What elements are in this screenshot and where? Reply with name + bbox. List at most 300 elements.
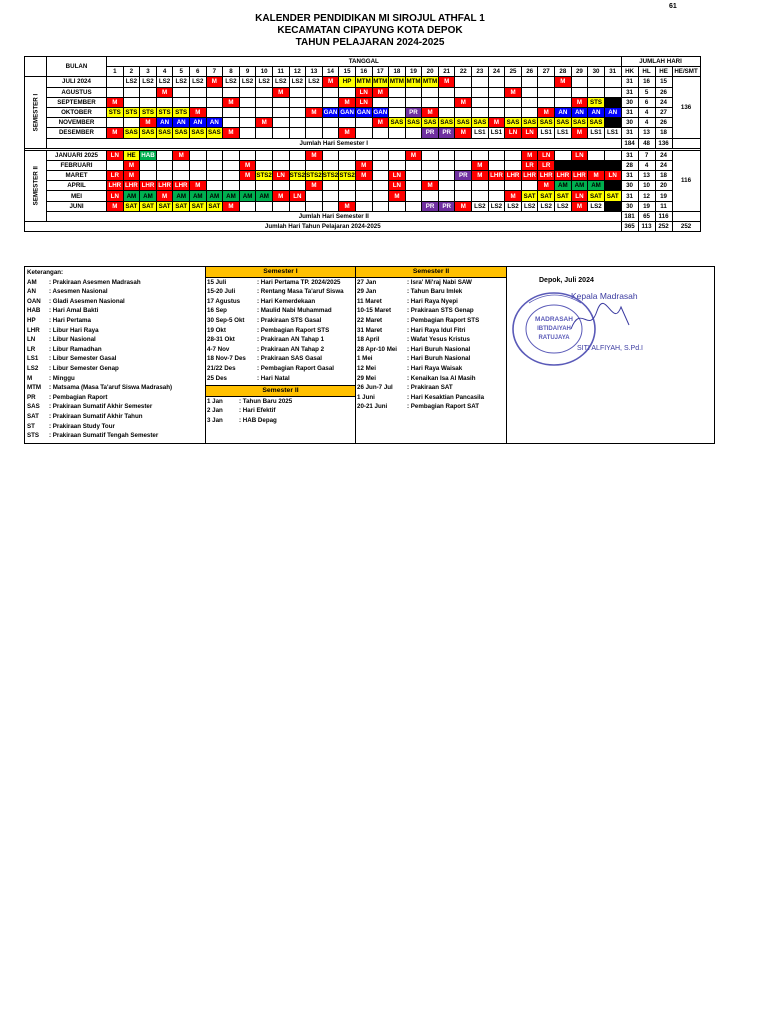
month-row: [25, 87, 701, 97]
day-code-cell: AN: [555, 107, 572, 117]
day-code-cell: M: [239, 160, 256, 170]
day-code-cell: STS: [588, 97, 605, 107]
blank-day-cell: [604, 97, 621, 107]
semester2-events: [356, 267, 506, 443]
day-code-cell: M: [538, 181, 555, 191]
day-code-cell: M: [555, 77, 572, 87]
legend-item-desc: : Libur Semester Gasal: [49, 355, 117, 363]
year-total-row: [25, 222, 701, 232]
document-title: [0, 13, 740, 49]
sem2-event: [357, 374, 506, 384]
he-value: 27: [655, 107, 672, 117]
hk-value: 31: [621, 107, 638, 117]
day-code-cell: M: [521, 150, 538, 160]
day-cell: [339, 160, 356, 170]
blank-day-cell: [604, 160, 621, 170]
day-cell: [588, 87, 605, 97]
sem1-event-key: 16 Sep: [207, 307, 227, 315]
day-code-cell: LN: [355, 97, 372, 107]
day-cell: [422, 87, 439, 97]
day-cell: [438, 87, 455, 97]
sem2-event: [357, 287, 506, 297]
day-cell: [206, 97, 223, 107]
day-cell: [472, 107, 489, 117]
day-code-cell: LN: [604, 171, 621, 181]
day-cell: [521, 181, 538, 191]
total-he: 136: [655, 138, 672, 148]
legend-item: [27, 393, 205, 403]
day-code-cell: M: [389, 191, 406, 201]
sem1-event-desc: : Pembagian Raport Gasal: [257, 364, 335, 372]
day-number: 6: [189, 67, 206, 77]
blank-day-cell: [604, 181, 621, 191]
day-cell: [289, 201, 306, 211]
day-cell: [189, 171, 206, 181]
he-value: 18: [655, 128, 672, 138]
day-cell: [488, 160, 505, 170]
day-code-cell: M: [455, 201, 472, 211]
sem1-event: [207, 306, 355, 316]
day-code-cell: SAS: [440, 119, 454, 127]
day-cell: [438, 160, 455, 170]
total-hl: 48: [638, 138, 655, 148]
day-cell: [488, 107, 505, 117]
keterangan-column: [27, 268, 205, 443]
day-cell: [488, 150, 505, 160]
day-cell: [256, 160, 273, 170]
sem2-event-key: 18 April: [357, 336, 380, 344]
month-row: [25, 191, 701, 201]
legend-item-desc: : Asesmen Nasional: [49, 288, 108, 296]
day-code-cell: LN: [107, 191, 124, 201]
day-cell: [455, 87, 472, 97]
day-code-cell: LS2: [123, 77, 140, 87]
sem2-event: [357, 383, 506, 393]
day-cell: [173, 87, 190, 97]
semester-label: SEMESTER II: [25, 150, 47, 221]
empty-cell: [672, 138, 700, 148]
legend-item: [27, 297, 205, 307]
day-cell: [488, 191, 505, 201]
sem1-event-desc: : Prakiraan STS Gasal: [257, 316, 322, 324]
hk-value: 30: [621, 97, 638, 107]
day-code-cell: AM: [571, 181, 588, 191]
month-row: [25, 171, 701, 181]
day-code-cell: MTM: [423, 78, 438, 86]
legend-item: [27, 402, 205, 412]
legend-item: [27, 326, 205, 336]
day-number: 14: [322, 67, 339, 77]
day-code-cell: HP: [339, 77, 356, 87]
day-code-cell: LS2: [239, 77, 256, 87]
month-name: APRIL: [47, 181, 107, 191]
he-value: 26: [655, 87, 672, 97]
day-code-cell: SAT: [538, 191, 555, 201]
hl-value: 10: [638, 181, 655, 191]
legend-item-desc: : Prakiraan Sumatif Akhir Tahun: [49, 412, 143, 420]
day-code-cell: LS2: [505, 201, 522, 211]
sem2-event: [357, 278, 506, 288]
day-cell: [472, 77, 489, 87]
day-cell: [339, 150, 356, 160]
day-code-cell: STS2: [322, 172, 339, 180]
day-cell: [289, 160, 306, 170]
day-code-cell: AM: [256, 191, 273, 201]
month-name: OKTOBER: [47, 107, 107, 117]
he-value: 24: [655, 160, 672, 170]
day-code-cell: SAS: [191, 129, 205, 137]
hl-value: 4: [638, 107, 655, 117]
day-code-cell: LN: [355, 87, 372, 97]
day-cell: [571, 77, 588, 87]
day-cell: [322, 181, 339, 191]
day-cell: [140, 160, 157, 170]
day-cell: [372, 150, 389, 160]
day-code-cell: M: [571, 97, 588, 107]
header-row-1: [25, 57, 701, 67]
day-cell: [223, 160, 240, 170]
day-cell: [604, 150, 621, 160]
day-code-cell: GAN: [373, 109, 388, 117]
day-code-cell: MTM: [356, 78, 371, 86]
sem1-event-key: 21/22 Des: [207, 364, 236, 372]
sem1-event-key: 15-20 Juli: [207, 288, 236, 296]
day-code-cell: M: [455, 97, 472, 107]
hk-value: 30: [621, 118, 638, 128]
day-number: 25: [505, 67, 522, 77]
sem1-event-desc: : Pembagian Raport STS: [257, 326, 330, 334]
sem2-event-key: 12 Mei: [357, 364, 376, 372]
sem2-left-event: [207, 416, 355, 426]
day-cell: [422, 97, 439, 107]
corner-cell: [25, 57, 47, 77]
sem1-event: [207, 297, 355, 307]
day-cell: [538, 77, 555, 87]
day-code-cell: LS2: [538, 201, 555, 211]
sem2-event-key: 11 Maret: [357, 297, 382, 305]
sem1-event-key: 30 Sep-5 Okt: [207, 316, 245, 324]
day-cell: [355, 150, 372, 160]
day-cell: [339, 87, 356, 97]
day-code-cell: LS2: [256, 77, 273, 87]
day-cell: [289, 97, 306, 107]
sem1-event: [207, 364, 355, 374]
day-cell: [372, 171, 389, 181]
day-cell: [289, 128, 306, 138]
legend-item-key: MTM: [27, 384, 42, 392]
day-code-cell: SAS: [506, 119, 520, 127]
day-code-cell: M: [156, 87, 173, 97]
sem2-event-desc: : Kenaikan Isa Al Masih: [407, 374, 476, 382]
day-code-cell: M: [355, 171, 372, 181]
day-code-cell: LS1: [538, 128, 555, 138]
day-cell: [272, 150, 289, 160]
day-code-cell: M: [256, 118, 273, 128]
day-code-cell: LHR: [506, 172, 520, 180]
calendar-table: [24, 56, 701, 232]
day-cell: [389, 107, 406, 117]
day-code-cell: PR: [422, 201, 439, 211]
day-code-cell: M: [339, 201, 356, 211]
day-code-cell: GAN: [340, 109, 354, 117]
day-code-cell: M: [422, 181, 439, 191]
day-cell: [156, 150, 173, 160]
day-code-cell: SAS: [141, 129, 155, 137]
day-cell: [455, 181, 472, 191]
day-cell: [223, 171, 240, 181]
day-cell: [588, 77, 605, 87]
day-cell: [107, 118, 124, 128]
day-code-cell: M: [272, 87, 289, 97]
sem1-event-desc: : Maulid Nabi Muhammad: [257, 307, 332, 315]
hl-value: 5: [638, 87, 655, 97]
day-code-cell: M: [472, 171, 489, 181]
sem1-event: [207, 354, 355, 364]
legend-item: [27, 431, 205, 441]
hk-value: 31: [621, 128, 638, 138]
day-code-cell: PR: [422, 128, 439, 138]
month-name: MEI: [47, 191, 107, 201]
day-code-cell: M: [488, 118, 505, 128]
day-cell: [306, 97, 323, 107]
day-number: 18: [389, 67, 406, 77]
day-number: 31: [604, 67, 621, 77]
day-code-cell: M: [372, 87, 389, 97]
day-code-cell: STS: [107, 107, 124, 117]
legend-item: [27, 422, 205, 432]
day-code-cell: SAS: [473, 119, 487, 127]
month-name: JANUARI 2025: [47, 150, 107, 160]
day-cell: [505, 181, 522, 191]
hk-value: 31: [621, 77, 638, 87]
sem2-event-desc: : Hari Buruh Nasional: [407, 345, 471, 353]
sem2-event-key: 27 Jan: [357, 278, 377, 286]
day-code-cell: STS: [156, 107, 173, 117]
day-code-cell: SAS: [589, 119, 603, 127]
day-code-cell: LR: [538, 160, 555, 170]
sem2-event-desc: : Wafat Yesus Kristus: [407, 336, 470, 344]
semester-label: SEMESTER I: [25, 77, 47, 148]
sem1-event: [207, 374, 355, 384]
day-cell: [239, 201, 256, 211]
day-cell: [239, 150, 256, 160]
day-code-cell: LS2: [488, 201, 505, 211]
day-code-cell: SAT: [588, 191, 605, 201]
day-code-cell: LS1: [588, 128, 605, 138]
day-cell: [505, 97, 522, 107]
day-cell: [206, 181, 223, 191]
day-cell: [438, 181, 455, 191]
month-name: AGUSTUS: [47, 87, 107, 97]
semester-total-label: Jumlah Hari Semester I: [47, 138, 622, 148]
day-code-cell: PR: [455, 171, 472, 181]
day-code-cell: M: [588, 171, 605, 181]
hl-value: 16: [638, 77, 655, 87]
day-code-cell: SAT: [173, 201, 190, 211]
he-value: 24: [655, 97, 672, 107]
he-value: 19: [655, 191, 672, 201]
day-cell: [438, 107, 455, 117]
sem2-event: [357, 354, 506, 364]
year-total-label: Jumlah Hari Tahun Pelajaran 2024-2025: [25, 222, 622, 232]
day-cell: [256, 128, 273, 138]
month-row: [25, 128, 701, 138]
sem2-left-event-key: 3 Jan: [207, 416, 223, 424]
sem1-event-desc: : Hari Pertama TP. 2024/2025: [257, 278, 341, 286]
day-code-cell: AM: [189, 191, 206, 201]
day-code-cell: AM: [140, 191, 157, 201]
day-cell: [306, 160, 323, 170]
sign-place-date: Depok, Juli 2024: [539, 277, 594, 284]
day-cell: [223, 118, 240, 128]
sem2-event: [357, 306, 506, 316]
day-cell: [156, 171, 173, 181]
day-number: 5: [173, 67, 190, 77]
day-cell: [521, 77, 538, 87]
sem2-event-key: 22 Maret: [357, 316, 383, 324]
sem2-event: [357, 297, 506, 307]
month-name: SEPTEMBER: [47, 97, 107, 107]
day-cell: [322, 87, 339, 97]
day-cell: [189, 97, 206, 107]
day-cell: [206, 150, 223, 160]
day-cell: [488, 77, 505, 87]
day-cell: [223, 181, 240, 191]
day-cell: [355, 128, 372, 138]
hk-header: HK: [621, 67, 638, 77]
legend-item-desc: : Libur Nasional: [49, 336, 96, 344]
day-cell: [438, 171, 455, 181]
day-cell: [355, 201, 372, 211]
title-line-3: TAHUN PELAJARAN 2024-2025: [295, 37, 445, 48]
legend-item-key: AM: [27, 278, 37, 286]
day-cell: [555, 97, 572, 107]
sign-name: SITI ALFIYAH, S.Pd.I: [577, 345, 644, 352]
sem2-event-desc: : Hari Kesaktian Pancasila: [407, 393, 485, 401]
day-code-cell: LHR: [141, 182, 155, 190]
day-code-cell: LHR: [523, 172, 536, 180]
day-code-cell: LHR: [108, 182, 122, 190]
day-number: 13: [306, 67, 323, 77]
day-cell: [239, 181, 256, 191]
legend-item: [27, 287, 205, 297]
day-code-cell: LS1: [555, 128, 572, 138]
day-number: 8: [223, 67, 240, 77]
day-code-cell: M: [405, 150, 422, 160]
bulan-header: BULAN: [47, 57, 107, 77]
day-cell: [422, 191, 439, 201]
legend-item-desc: : Prakiraan Sumatif Tengah Semester: [49, 432, 159, 440]
legend-item: [27, 354, 205, 364]
sem1-event-key: 17 Agustus: [207, 297, 241, 305]
day-cell: [355, 181, 372, 191]
day-code-cell: M: [189, 107, 206, 117]
semester1-heading: Semester I: [206, 267, 355, 278]
day-code-cell: AM: [239, 191, 256, 201]
sem1-event-desc: : Rentang Masa Ta'aruf Siswa: [257, 288, 344, 296]
day-number: 30: [588, 67, 605, 77]
day-number: 3: [140, 67, 157, 77]
day-cell: [472, 191, 489, 201]
day-cell: [189, 150, 206, 160]
day-code-cell: M: [140, 118, 157, 128]
day-code-cell: M: [123, 160, 140, 170]
sem2-event: [357, 345, 506, 355]
day-code-cell: HAB: [141, 151, 155, 159]
legend-item-key: LR: [27, 345, 36, 353]
hl-value: 19: [638, 201, 655, 211]
day-cell: [339, 191, 356, 201]
day-code-cell: STS: [123, 107, 140, 117]
day-code-cell: M: [107, 128, 124, 138]
day-cell: [472, 97, 489, 107]
legend-item-desc: : Prakiraan Sumatif Akhir Semester: [49, 403, 153, 411]
day-cell: [372, 201, 389, 211]
day-code-cell: M: [339, 97, 356, 107]
day-cell: [206, 160, 223, 170]
day-cell: [256, 87, 273, 97]
day-cell: [140, 97, 157, 107]
sem2-event-desc: : Pembagian Raport SAT: [407, 403, 480, 411]
day-cell: [438, 191, 455, 201]
legend-item-desc: : Matsama (Masa Ta'aruf Siswa Madrasah): [49, 384, 173, 392]
legend-item: [27, 345, 205, 355]
month-row: [25, 77, 701, 87]
day-cell: [123, 97, 140, 107]
semester2-heading-left: Semester II: [206, 385, 355, 397]
day-code-cell: M: [123, 171, 140, 181]
day-code-cell: M: [239, 171, 256, 181]
day-code-cell: STS: [140, 107, 157, 117]
month-row: [25, 160, 701, 170]
day-code-cell: LS1: [604, 128, 621, 138]
hk-value: 31: [621, 150, 638, 160]
day-code-cell: AN: [189, 118, 206, 128]
signature-block: [507, 267, 714, 443]
day-cell: [306, 128, 323, 138]
day-code-cell: SAT: [206, 201, 223, 211]
sem2-event-key: 10-15 Maret: [357, 307, 392, 315]
day-cell: [505, 150, 522, 160]
sem2-event-desc: : Prakiraan STS Genap: [407, 307, 474, 315]
sem1-event: [207, 326, 355, 336]
day-cell: [289, 118, 306, 128]
day-cell: [372, 97, 389, 107]
legend-item: [27, 364, 205, 374]
semester-total-row: [25, 138, 701, 148]
month-name: MARET: [47, 171, 107, 181]
day-cell: [405, 181, 422, 191]
month-row: [25, 107, 701, 117]
sem1-event-desc: : Hari Natal: [257, 374, 290, 382]
day-code-cell: SAS: [539, 119, 553, 127]
day-code-cell: LN: [571, 191, 588, 201]
signature-scribble: [567, 299, 637, 339]
day-code-cell: M: [306, 107, 323, 117]
day-cell: [405, 191, 422, 201]
legend-item: [27, 335, 205, 345]
sem2-event-key: 28 Apr-10 Mei: [357, 345, 398, 353]
sem1-event-key: 25 Des: [207, 374, 227, 382]
stamp-line-1: MADRASAH: [535, 316, 573, 323]
sem2-event-desc: : Hari Buruh Nasional: [407, 355, 471, 363]
month-row: [25, 181, 701, 191]
day-cell: [322, 191, 339, 201]
day-code-cell: SAS: [207, 129, 221, 137]
he-value: 15: [655, 77, 672, 87]
sem2-event-key: 1 Mei: [357, 355, 373, 363]
day-code-cell: SAS: [573, 119, 586, 127]
